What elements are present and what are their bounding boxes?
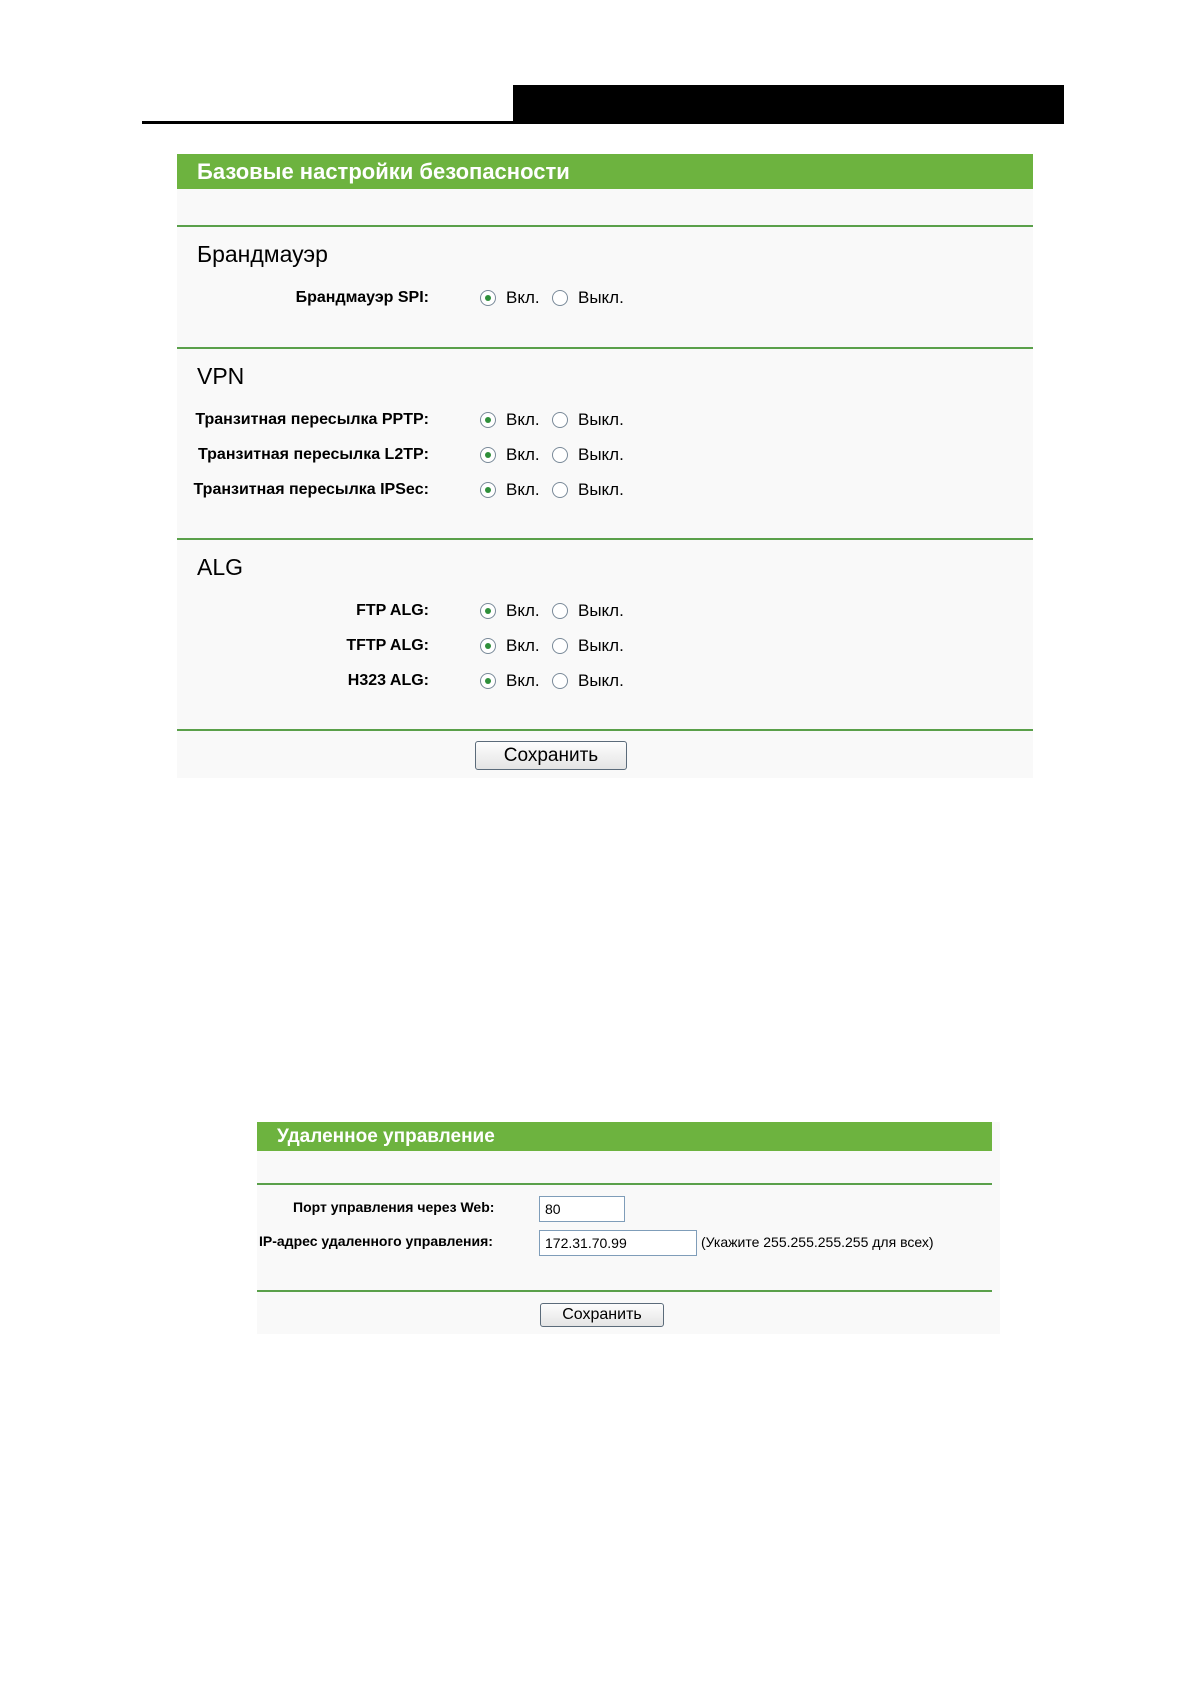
firewall-heading: Брандмауэр: [197, 241, 328, 267]
tftp-alg-on-label[interactable]: Вкл.: [506, 636, 540, 655]
setting-row-pptp: [177, 409, 1033, 441]
l2tp-label: Транзитная пересылка L2TP:: [197, 446, 429, 463]
tftp-alg-on-radio[interactable]: [480, 638, 496, 654]
alg-heading: ALG: [197, 554, 244, 580]
page-header-block: [513, 85, 1064, 124]
vpn-heading: VPN: [197, 363, 245, 389]
tftp-alg-off-label[interactable]: Выкл.: [578, 636, 624, 655]
ftp-alg-on-label[interactable]: Вкл.: [506, 601, 540, 620]
alg-section: [177, 540, 1033, 729]
ipsec-off-label[interactable]: Выкл.: [578, 480, 624, 499]
tftp-alg-off-radio[interactable]: [552, 638, 568, 654]
h323-alg-off-radio[interactable]: [552, 673, 568, 689]
pptp-label: Транзитная пересылка PPTP:: [195, 411, 429, 428]
h323-alg-off-label[interactable]: Выкл.: [578, 671, 624, 690]
spi-off-radio[interactable]: [552, 290, 568, 306]
web-port-input[interactable]: [539, 1196, 625, 1222]
pptp-on-label[interactable]: Вкл.: [506, 410, 540, 429]
ftp-alg-label: FTP ALG:: [356, 602, 429, 619]
firewall-section: [177, 227, 1033, 347]
setting-row-spi: [177, 287, 1033, 319]
h323-alg-on-label[interactable]: Вкл.: [506, 671, 540, 690]
separator: [257, 1183, 992, 1185]
tftp-alg-label: TFTP ALG:: [346, 637, 429, 654]
separator: [257, 1290, 992, 1292]
setting-row-l2tp: [177, 444, 1033, 476]
security-save-button[interactable]: Сохранить: [475, 741, 627, 770]
ftp-alg-off-label[interactable]: Выкл.: [578, 601, 624, 620]
remote-save-button[interactable]: Сохранить: [540, 1303, 664, 1327]
l2tp-on-label[interactable]: Вкл.: [506, 445, 540, 464]
setting-row-ipsec: [177, 479, 1033, 511]
pptp-off-label[interactable]: Выкл.: [578, 410, 624, 429]
spi-on-radio[interactable]: [480, 290, 496, 306]
pptp-off-radio[interactable]: [552, 412, 568, 428]
ftp-alg-on-radio[interactable]: [480, 603, 496, 619]
ftp-alg-off-radio[interactable]: [552, 603, 568, 619]
remote-ip-label: IP-адрес удаленного управления:: [259, 1233, 493, 1249]
ipsec-on-radio[interactable]: [480, 482, 496, 498]
setting-row-ftp: [177, 600, 1033, 632]
setting-row-h323: [177, 670, 1033, 702]
security-panel-title: Базовые настройки безопасности: [177, 154, 1033, 189]
ipsec-on-label[interactable]: Вкл.: [506, 480, 540, 499]
spi-on-label[interactable]: Вкл.: [506, 288, 540, 307]
web-port-label: Порт управления через Web:: [293, 1199, 495, 1215]
ipsec-label: Транзитная пересылка IPSec:: [193, 481, 429, 498]
l2tp-off-radio[interactable]: [552, 447, 568, 463]
ipsec-off-radio[interactable]: [552, 482, 568, 498]
separator: [177, 729, 1033, 731]
remote-panel-title: Удаленное управление: [257, 1122, 992, 1151]
h323-alg-label: H323 ALG:: [347, 672, 429, 689]
l2tp-off-label[interactable]: Выкл.: [578, 445, 624, 464]
vpn-section: [177, 349, 1033, 538]
security-panel: [177, 154, 1033, 778]
remote-ip-input[interactable]: [539, 1230, 697, 1256]
remote-ip-hint: (Укажите 255.255.255.255 для всех): [701, 1234, 934, 1250]
setting-row-tftp: [177, 635, 1033, 667]
pptp-on-radio[interactable]: [480, 412, 496, 428]
l2tp-on-radio[interactable]: [480, 447, 496, 463]
spi-off-label[interactable]: Выкл.: [578, 288, 624, 307]
h323-alg-on-radio[interactable]: [480, 673, 496, 689]
spi-label: Брандмауэр SPI:: [295, 289, 429, 306]
remote-panel: [257, 1122, 1000, 1334]
